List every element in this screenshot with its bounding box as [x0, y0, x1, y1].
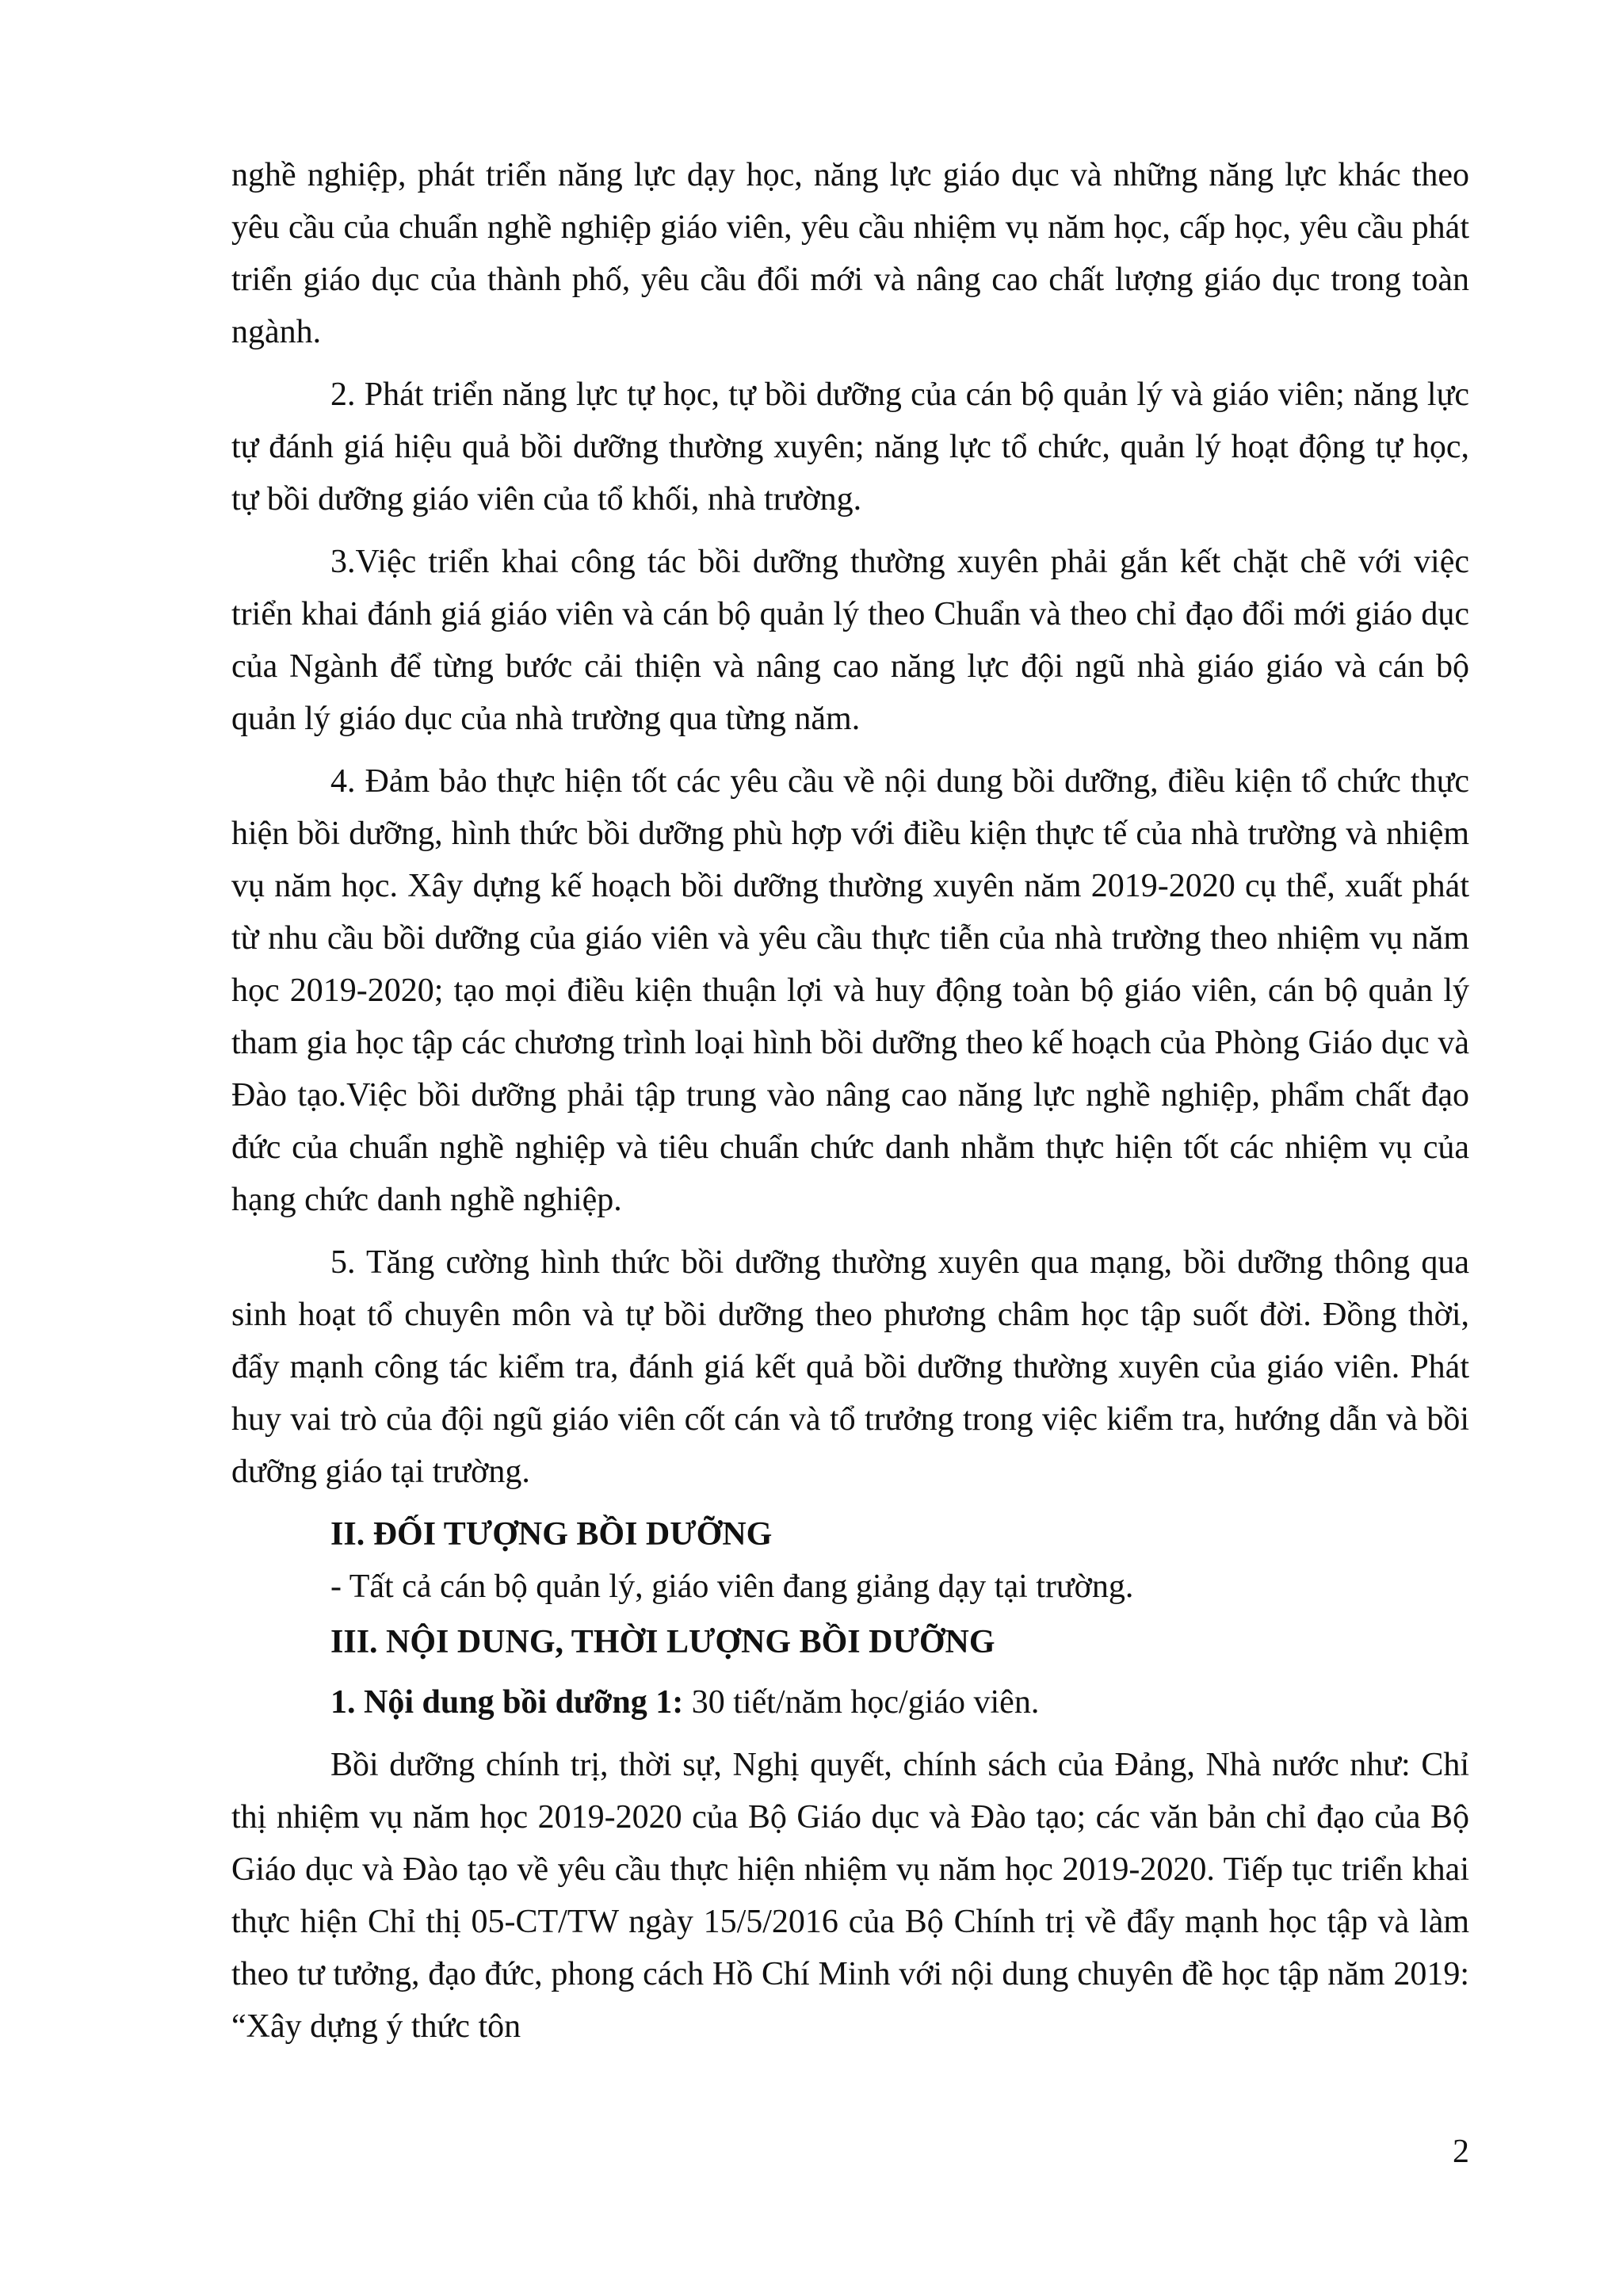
document-page	[231, 149, 1469, 2063]
content-1-label: 1. Nội dung bồi dưỡng 1:	[330, 1684, 684, 1721]
section-ii-item: - Tất cả cán bộ quản lý, giáo viên đang giảng dạy tại trường.	[330, 1568, 1134, 1605]
paragraph-item-4: 4. Đảm bảo thực hiện tốt các yêu cầu về nội dung bồi dưỡng, điều kiện tổ chức thực hiện bồi dưỡng, hình thức bồi dưỡng phù hợp với điều kiện thực tế của nhà trường và nhiệm vụ năm học. Xây dựng kế hoạch bồi dưỡng thường xuyên năm 2019-2020 cụ thể, xuất phát từ nhu cầu bồi dưỡng của giáo viên và yêu cầu thực tiễn của nhà trường theo nhiệm vụ năm học 2019-2020; tạo mọi điều kiện thuận lợi và huy động toàn bộ giáo viên, cán bộ quản lý tham gia học tập các chương trình loại hình bồi dưỡng theo kế hoạch của Phòng Giáo dục và Đào tạo.Việc bồi dưỡng phải tập trung vào nâng cao năng lực nghề nghiệp, phẩm chất đạo đức của chuẩn nghề nghiệp và tiêu chuẩn chức danh nhằm thực hiện tốt các nhiệm vụ của hạng chức danh nghề nghiệp.	[231, 763, 1469, 1218]
paragraph-item-3: 3.Việc triển khai công tác bồi dưỡng thường xuyên phải gắn kết chặt chẽ với việc triển khai đánh giá giáo viên và cán bộ quản lý theo Chuẩn và theo chỉ đạo đổi mới giáo dục của Ngành để từng bước cải thiện và nâng cao năng lực đội ngũ nhà giáo giáo và cán bộ quản lý giáo dục của nhà trường qua từng năm.	[231, 544, 1469, 737]
paragraph-item-5: 5. Tăng cường hình thức bồi dưỡng thường xuyên qua mạng, bồi dưỡng thông qua sinh hoạt tổ chuyên môn và tự bồi dưỡng theo phương châm học tập suốt đời. Đồng thời, đẩy mạnh công tác kiểm tra, đánh giá kết quả bồi dưỡng thường xuyên của giáo viên. Phát huy vai trò của đội ngũ giáo viên cốt cán và tổ trưởng trong việc kiểm tra, hướng dẫn và bồi dưỡng giáo tại trường.	[231, 1244, 1469, 1490]
paragraph-content-1: Bồi dưỡng chính trị, thời sự, Nghị quyết, chính sách của Đảng, Nhà nước như: Chỉ thị nhiệm vụ năm học 2019-2020 của Bộ Giáo dục và Đào tạo; các văn bản chỉ đạo của Bộ Giáo dục và Đào tạo về yêu cầu thực hiện nhiệm vụ năm học 2019-2020. Tiếp tục triển khai thực hiện Chỉ thị 05-CT/TW ngày 15/5/2016 của Bộ Chính trị về đẩy mạnh học tập và làm theo tư tưởng, đạo đức, phong cách Hồ Chí Minh với nội dung chuyên đề học tập năm 2019: “Xây dựng ý thức tôn	[231, 1747, 1469, 2045]
section-heading-iii: III. NỘI DUNG, THỜI LƯỢNG BỒI DƯỠNG	[330, 1624, 995, 1660]
page-number: 2	[1453, 2134, 1469, 2170]
paragraph-continuation: nghề nghiệp, phát triển năng lực dạy học, năng lực giáo dục và những năng lực khác theo yêu cầu của chuẩn nghề nghiệp giáo viên, yêu cầu nhiệm vụ năm học, cấp học, yêu cầu phát triển giáo dục của thành phố, yêu cầu đổi mới và nâng cao chất lượng giáo dục trong toàn ngành.	[231, 157, 1469, 350]
content-1-value: 30 tiết/năm học/giáo viên.	[683, 1684, 1040, 1721]
paragraph-item-2: 2. Phát triển năng lực tự học, tự bồi dưỡng của cán bộ quản lý và giáo viên; năng lực tự đánh giá hiệu quả bồi dưỡng thường xuyên; năng lực tổ chức, quản lý hoạt động tự học, tự bồi dưỡng giáo viên của tổ khối, nhà trường.	[231, 376, 1469, 518]
section-heading-ii: II. ĐỐI TƯỢNG BỒI DƯỠNG	[330, 1516, 773, 1553]
content-1-heading	[231, 1676, 1469, 1729]
